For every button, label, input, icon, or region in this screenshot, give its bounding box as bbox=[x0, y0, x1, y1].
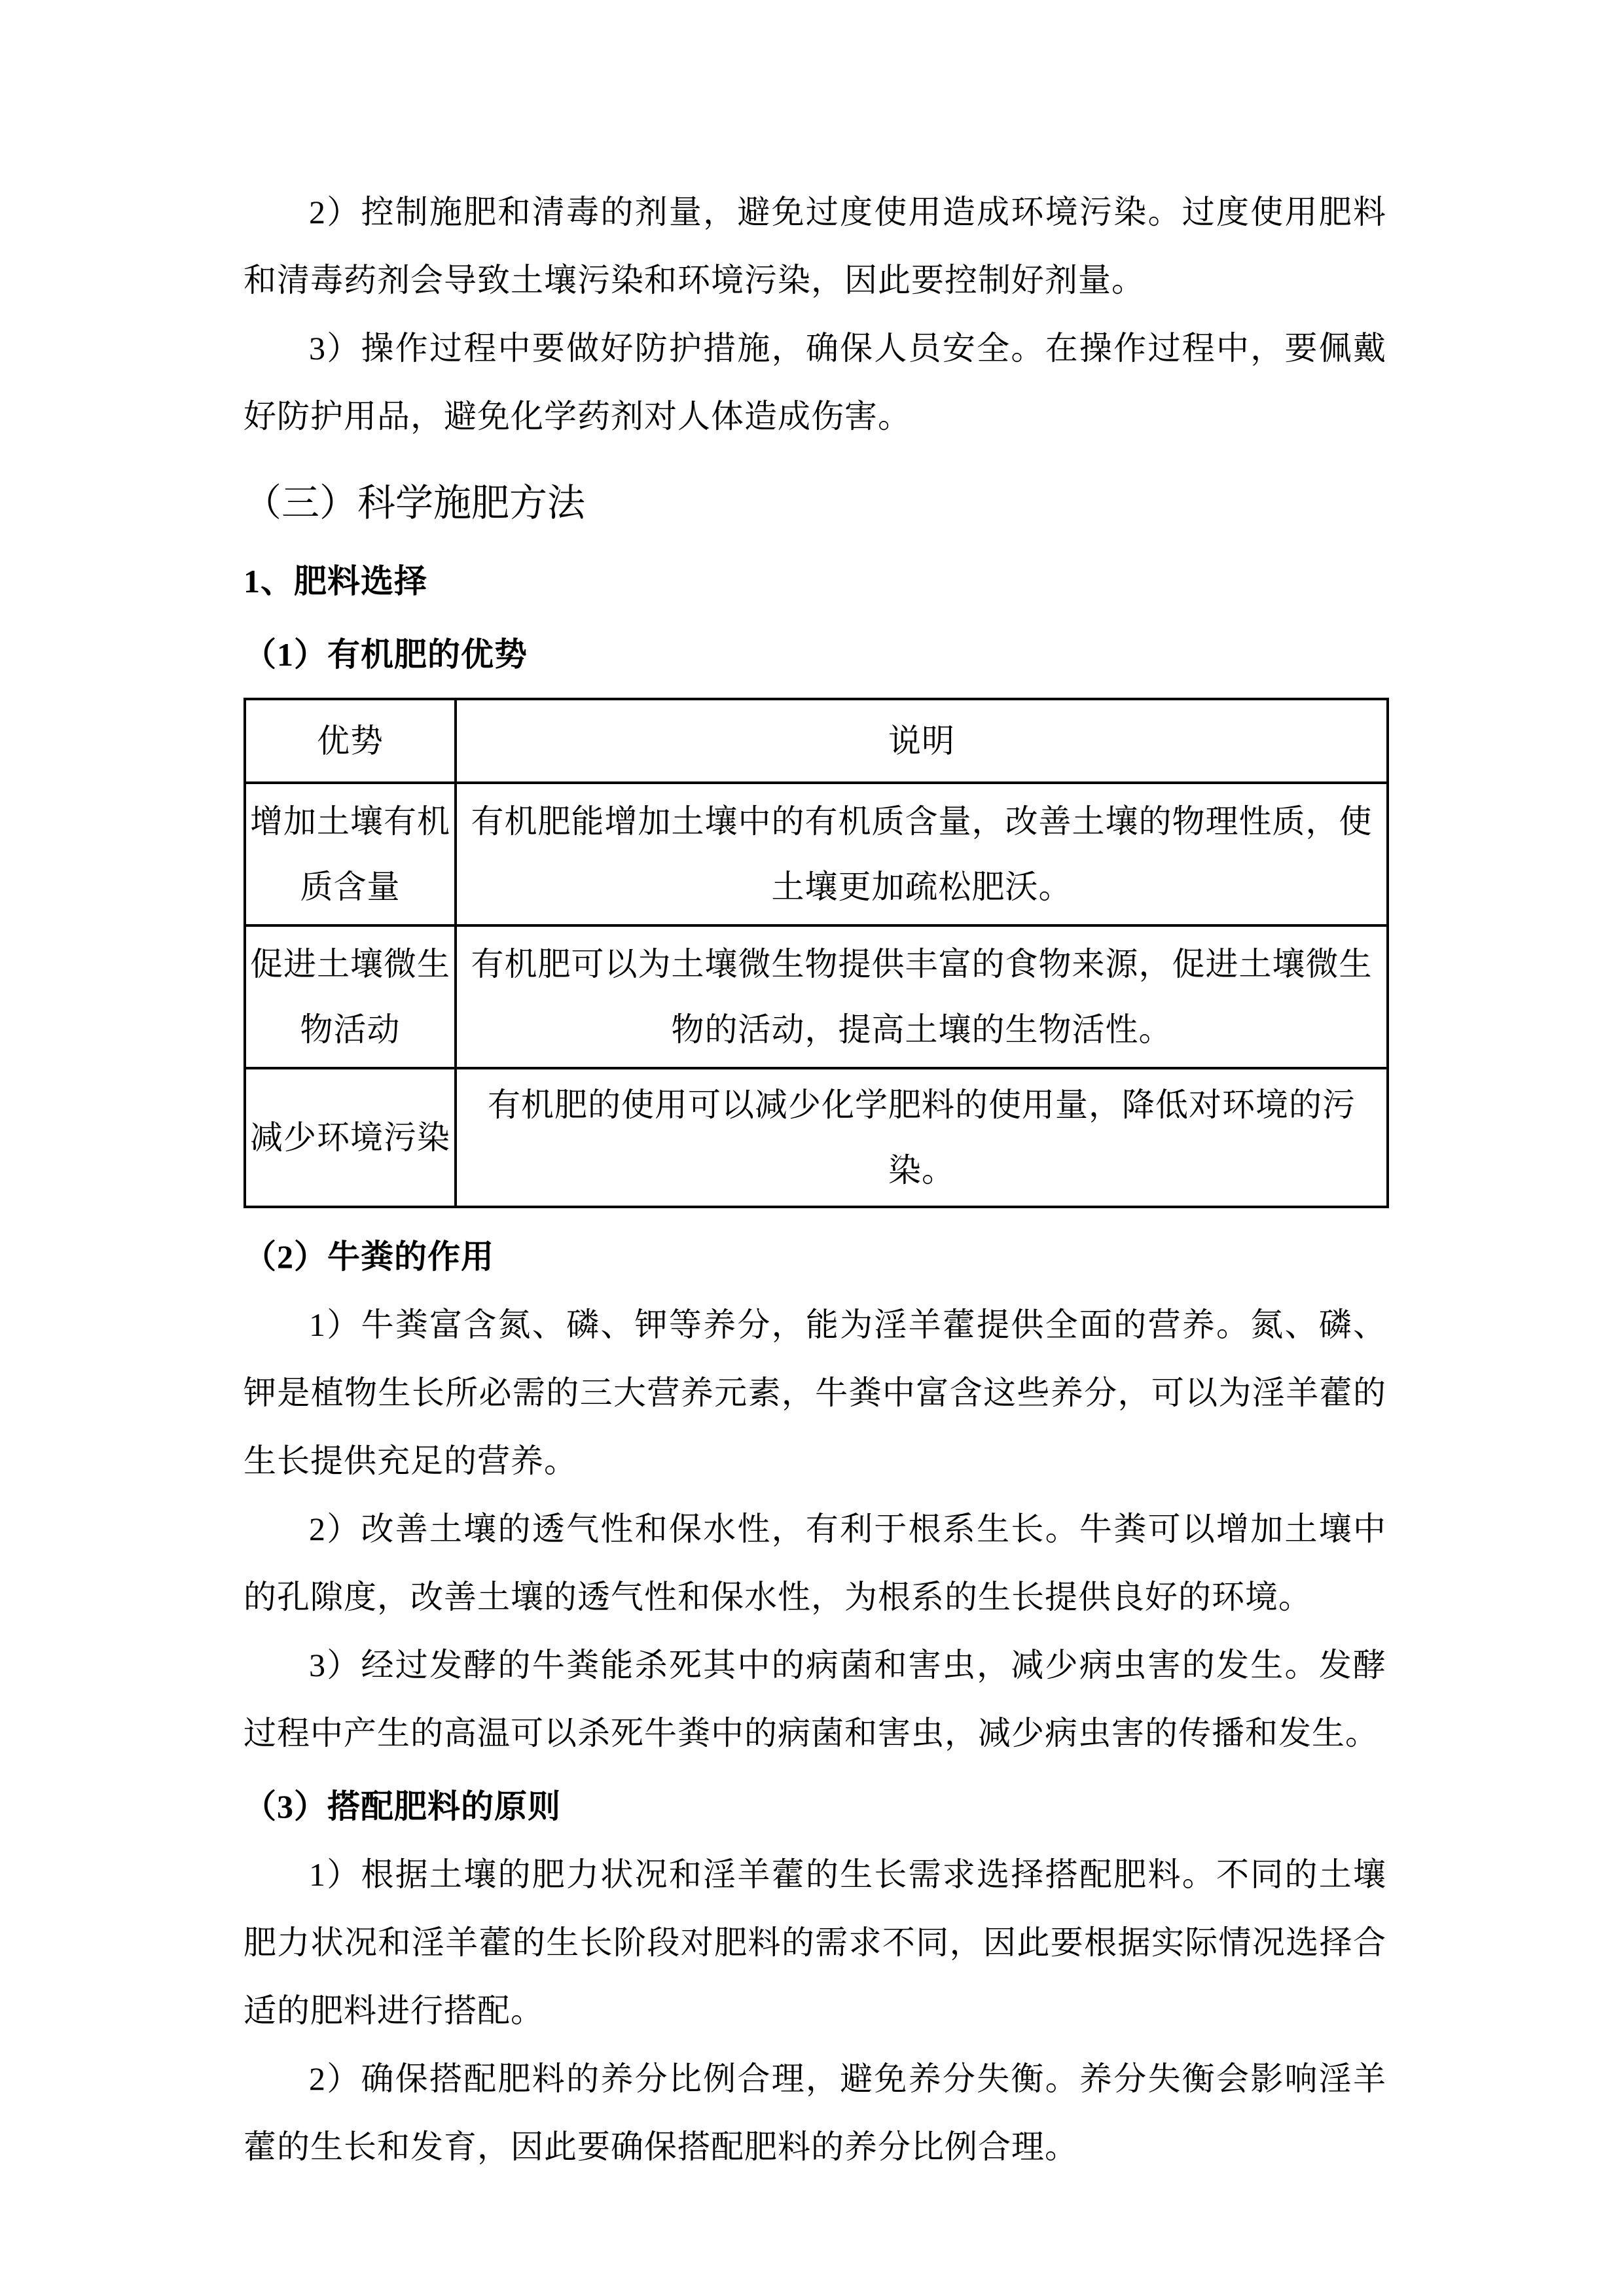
table-row bbox=[245, 925, 1388, 1068]
sub-heading-organic-advantage: （1）有机肥的优势 bbox=[244, 636, 528, 673]
paragraph-protection: 3）操作过程中要做好防护措施，确保人员安全。在操作过程中，要佩戴好防护用品，避免化学药剂对人体造成伤害。 bbox=[244, 330, 1386, 435]
table-cell-advantage: 增加土壤有机质含量 bbox=[245, 783, 456, 925]
table-cell-advantage: 促进土壤微生物活动 bbox=[245, 925, 456, 1068]
table-cell-description: 有机肥的使用可以减少化学肥料的使用量，降低对环境的污染。 bbox=[456, 1068, 1388, 1207]
table-header-description: 说明 bbox=[456, 699, 1388, 783]
paragraph-mix-ratio: 2）确保搭配肥料的养分比例合理，避免养分失衡。养分失衡会影响淫羊藿的生长和发育，因此要确保搭配肥料的养分比例合理。 bbox=[244, 2060, 1386, 2165]
sub-heading-cow-dung-role: （2）牛粪的作用 bbox=[244, 1238, 494, 1275]
paragraph-cow-dung-nutrients: 1）牛粪富含氮、磷、钾等养分，能为淫羊藿提供全面的营养。氮、磷、钾是植物生长所必需的三大营养元素，牛粪中富含这些养分，可以为淫羊藿的生长提供充足的营养。 bbox=[244, 1306, 1386, 1479]
sub-heading-fertilizer-selection: 1、肥料选择 bbox=[244, 563, 427, 600]
paragraph-cow-dung-soil: 2）改善土壤的透气性和保水性，有利于根系生长。牛粪可以增加土壤中的孔隙度，改善土壤的透气性和保水性，为根系的生长提供良好的环境。 bbox=[244, 1511, 1386, 1615]
table-header-advantage: 优势 bbox=[245, 699, 456, 783]
table-cell-description: 有机肥能增加土壤中的有机质含量，改善土壤的物理性质，使土壤更加疏松肥沃。 bbox=[456, 783, 1388, 925]
organic-fertilizer-advantages-table bbox=[244, 698, 1389, 1208]
table-cell-advantage: 减少环境污染 bbox=[245, 1068, 456, 1207]
paragraph-mix-selection: 1）根据土壤的肥力状况和淫羊藿的生长需求选择搭配肥料。不同的土壤肥力状况和淫羊藿的生长阶段对肥料的需求不同，因此要根据实际情况选择合适的肥料进行搭配。 bbox=[244, 1856, 1386, 2029]
paragraph-cow-dung-fermentation: 3）经过发酵的牛粪能杀死其中的病菌和害虫，减少病虫害的发生。发酵过程中产生的高温可以杀死牛粪中的病菌和害虫，减少病虫害的传播和发生。 bbox=[244, 1647, 1386, 1751]
paragraph-dose-control: 2）控制施肥和清毒的剂量，避免过度使用造成环境污染。过度使用肥料和清毒药剂会导致土壤污染和环境污染，因此要控制好剂量。 bbox=[244, 194, 1386, 298]
table-header-row bbox=[245, 699, 1388, 783]
table-row bbox=[245, 1068, 1388, 1207]
table-cell-description: 有机肥可以为土壤微生物提供丰富的食物来源，促进土壤微生物的活动，提高土壤的生物活性。 bbox=[456, 925, 1388, 1068]
sub-heading-mix-principle: （3）搭配肥料的原则 bbox=[244, 1788, 561, 1825]
section-heading-scientific-fertilization: （三）科学施肥方法 bbox=[244, 482, 586, 524]
table-row bbox=[245, 783, 1388, 925]
